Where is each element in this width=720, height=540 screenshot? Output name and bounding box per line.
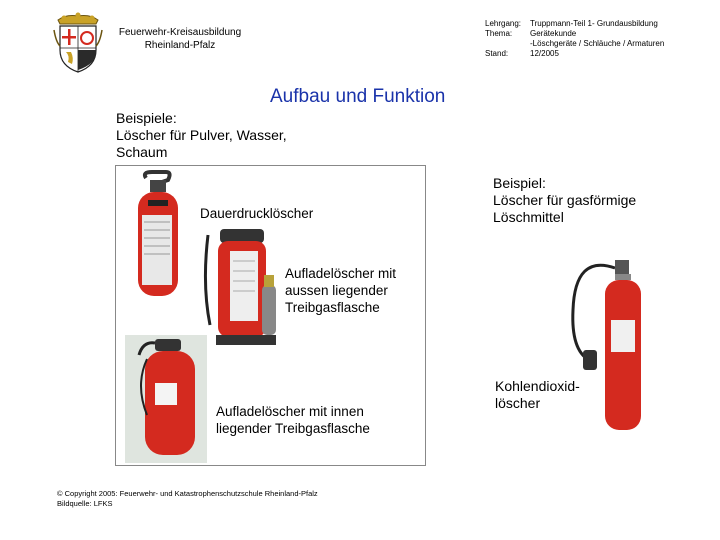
course-info	[485, 19, 664, 59]
right-intro-line-1: Beispiel:	[493, 175, 546, 191]
label-aussen	[285, 265, 396, 316]
intro-line-3: Schaum	[116, 144, 168, 160]
label-co2-line-2: löscher	[495, 395, 541, 411]
label-innen-line-2: liegender Treibgasflasche	[216, 421, 370, 436]
aufladeloescher-aussen-image	[200, 225, 285, 355]
right-intro-line-3: Löschmittel	[493, 209, 564, 225]
label-co2-line-1: Kohlendioxid-	[495, 378, 580, 394]
right-intro	[493, 175, 636, 226]
intro-text	[116, 110, 287, 161]
copyright-text: © Copyright 2005: Feuerwehr- und Katastrophenschutzschule Rheinland-Pfalz	[57, 489, 318, 498]
label-aussen-line-2: aussen liegender	[285, 283, 388, 298]
aufladeloescher-innen-image	[125, 335, 207, 463]
label-dauerdruck: Dauerdrucklöscher	[200, 206, 314, 221]
org-name	[105, 26, 255, 52]
org-line-1: Feuerwehr-Kreisausbildung	[118, 27, 242, 38]
coat-of-arms-icon	[52, 12, 104, 74]
intro-line-1: Beispiele:	[116, 110, 177, 126]
label-aussen-line-1: Aufladelöscher mit	[285, 266, 397, 281]
course-value: Truppmann-Teil 1- Grundausbildung	[530, 19, 658, 28]
label-aussen-line-3: Treibgasflasche	[285, 300, 380, 315]
date-value: 12/2005	[530, 49, 559, 58]
label-innen	[216, 403, 370, 437]
course-label: Lehrgang:	[485, 19, 522, 28]
right-intro-line-2: Löscher für gasförmige	[493, 192, 637, 208]
slide-title: Aufbau und Funktion	[270, 86, 446, 107]
dauerdruck-extinguisher-image	[132, 170, 184, 300]
label-co2	[495, 378, 580, 412]
date-label: Stand:	[485, 49, 509, 58]
org-line-2: Rheinland-Pfalz	[144, 40, 216, 51]
intro-line-2: Löscher für Pulver, Wasser,	[116, 127, 287, 143]
label-innen-line-1: Aufladelöscher mit innen	[216, 404, 364, 419]
image-source: Bildquelle: LFKS	[57, 499, 113, 508]
topic-label: Thema:	[485, 29, 513, 38]
topic-value-1: Gerätekunde	[530, 29, 577, 38]
topic-value-2: -Löschgeräte / Schläuche / Armaturen	[530, 39, 665, 48]
footer	[57, 489, 318, 509]
